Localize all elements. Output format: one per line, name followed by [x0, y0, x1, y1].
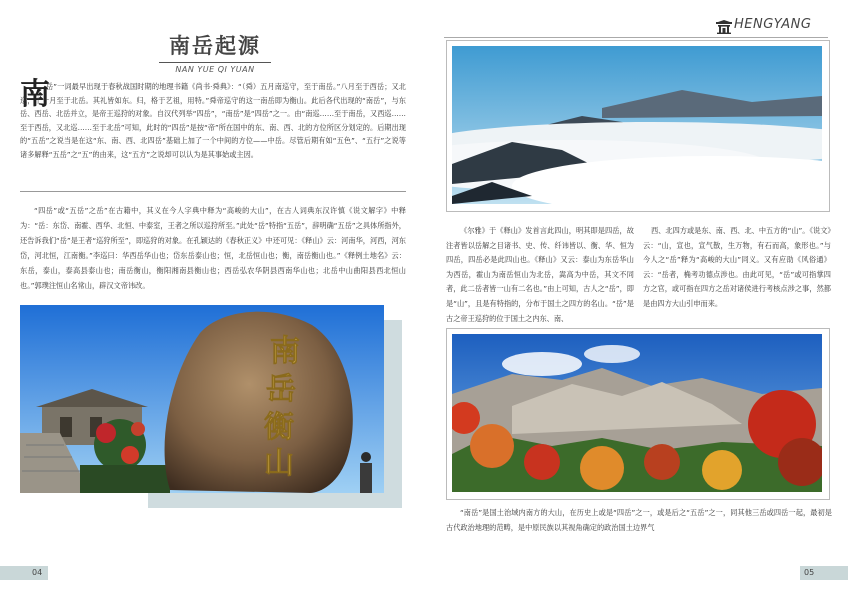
page-number-right: 05	[804, 568, 815, 577]
header-rule	[444, 37, 828, 38]
pavilion-icon	[716, 20, 732, 34]
svg-text:山: 山	[264, 446, 294, 481]
body-column-left: 《尔雅》于《释山》发首言此四山，明其即是四岳，故注者皆以岳解之目诸书、史、传、纤讳皆以、衡、华、恒为四岳，四岳必是此四山也。《释山》又云：泰山为东岳华山为西岳，霍山为南岳恒山为北岳，嵩高为中岳，其文不同者，此二岳者皆一山有二名也。”由上可知，古人之“岳”，即是“山”，且是有特指的，分布于国土之四方的名山。“岳”是古之帝王巡狩的位于国土之内东、南、	[446, 226, 634, 323]
carved-stone-photo	[20, 305, 384, 493]
autumn-mountains-photo	[452, 334, 822, 492]
page-title: 南岳起源	[169, 33, 261, 58]
svg-text:岳: 岳	[266, 372, 296, 407]
svg-text:衡: 衡	[264, 410, 294, 445]
title-underline	[159, 62, 271, 63]
sea-of-clouds-photo	[452, 46, 822, 204]
body-paragraph: “四岳”或“五岳”之岳”在古籍中，其义在今人字典中释为“高峻的大山”，在古人词典东汉许慎《说文解字》中释为：“岳：东岱、南霍、西华、北恒、中泰室，王者之所以巡狩所至。”此处“岳”特指“五岳”，辞明确“五岳”之具体所指外，还告诉我们“岳”是王者“巡狩所至”，即巡狩的对象。在孔颖达的《春秋正义》中还可见：《释山》云：河南华，河西，河东岱，河北恒，江南衡。”李巡曰：华西岳华山也；岱东岳泰山也；恒，北岳恒山也；衡，南岳衡山也。”《释例土地名》云：东岳，泰山，泰高县泰山也；南岳衡山，衡阳湘南县衡山也；西岳弘农华阴县西南华山也；北岳中山曲阳县西北恒山也。”郭璞注恒山名常山，辟汉文帝讳改。	[20, 206, 406, 290]
closing-paragraph: “南岳”是国土治域内南方的大山，在历史上或是“四岳”之一，或是后之“五岳”之一，同其他三岳或四岳一起，最初是古代政治地理的范畴，是中原民族以其视角确定的政治国土边界气	[446, 508, 832, 532]
page-subtitle: NAN YUE QI YUAN	[175, 65, 255, 74]
drop-cap: 南	[20, 77, 50, 112]
svg-text:南: 南	[270, 334, 300, 369]
intro-paragraph: 岳”一词最早出现于春秋战国时期的地理书籍《尚书·舜典》：“（舜）五月南巡守，至于南岳。”八月至于西岳；又北巡，十一月至于北岳。其礼皆如东。归，格于艺祖，用特。”舜帝巡守的这一南岳即为衡山。此后各代出现的“南岳”，与东岳、西岳、北岳并立，是帝王巡狩的对象。自汉代列举“四岳”，“南岳”是“四岳”之一。由“南巡……至于南岳，又西巡……至于西岳，又北巡……至于北岳”可知，此时的“四岳”是按“帝”所在国中的东、南、西、北的方位所区分划定的。后期出现的“五岳”之说当是在这“东、南、西、北四岳”基础上加了一个中间的方位——中岳。尽管后期有如“五色”、“五行”之说等诸多解释“五岳”之“五”的由来，这“五方”之说却可以认为是其事始或主因。	[20, 82, 406, 159]
title-block	[155, 30, 275, 74]
body-column-right: 西、北四方或是东、南、西、北、中五方的“山”。《说文》云：“山，宣也，宣气散，生万物，有石而高，象形也。”与今人之“岳”释为“高峻的大山”同义。又有应劭《风俗通》云：“岳者，桷考功德点涉也。由此可见，“岳”或可指掌四方之官，或可指在四方之岳对诸侯进行考核点涉之事，然都是由四方大山引申而来。	[643, 226, 831, 308]
section-divider	[20, 191, 406, 192]
page-number: 04	[32, 568, 43, 577]
brand-label: HENGYANG	[734, 17, 812, 32]
